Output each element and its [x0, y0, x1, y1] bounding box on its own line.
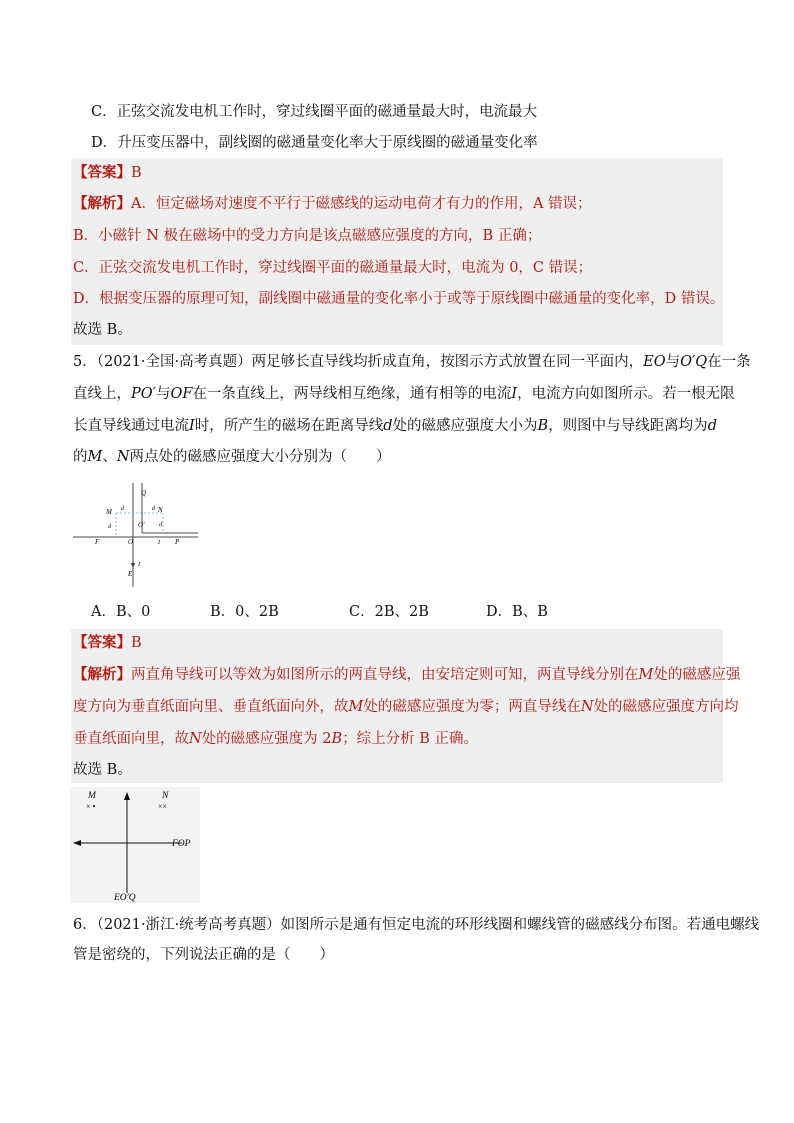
label-I-2: I — [158, 540, 160, 546]
q5-analysis-line-3: 垂直纸面向里，故N处的磁感应强度为 2B；综上分析 B 正确。 — [73, 731, 479, 747]
question-number: 5． — [73, 354, 97, 370]
analysis-text: A．恒定磁场对速度不平行于磁感线的运动电荷才有力的作用，A 错误； — [131, 196, 592, 212]
q5-wire-diagram — [70, 480, 202, 590]
m-field-marks: × • — [86, 802, 96, 811]
label-M: M — [106, 508, 112, 516]
q6-stem-line-2: 管是密绕的，下列说法正确的是（ ） — [73, 947, 334, 963]
label-d-4: d — [159, 522, 162, 528]
q4-analysis-line-3: C．正弦交流发电机工作时，穿过线圈平面的磁通量最大时，电流为 0，C 错误； — [73, 260, 593, 276]
analysis-tag: 【解析】 — [73, 195, 131, 212]
q5-stem-line-3: 长直导线通过电流I时，所产生的磁场在距离导线d处的磁感应强度大小为B，则图中与导线距离均为d — [73, 418, 717, 434]
answer-tag: 【答案】 — [73, 634, 131, 651]
label-O: O — [128, 538, 134, 546]
q4-option-d: D．升压变压器中，副线圈的磁通量变化率大于原线圈的磁通量变化率 — [91, 135, 538, 151]
q4-analysis-line-4: D．根据变压器的原理可知，副线圈中磁通量的变化率小于或等于原线圈中磁通量的变化率，D 错误。 — [73, 291, 725, 307]
q5-stem-line-1: 5．（2021·全国·高考真题）两足够长直导线均折成直角，按图示方式放置在同一平面内，EO与O′Q在一条 — [73, 354, 751, 370]
label-O-prime: O′ — [138, 521, 145, 529]
label-N: N — [162, 791, 169, 801]
q5-option-c: C．2B、2B — [349, 604, 429, 620]
q5-analysis-line-2: 度方向为垂直纸面向里、垂直纸面向外，故M处的磁感应强度为零；两直导线在N处的磁感应强度方向均 — [73, 699, 739, 715]
label-M: M — [88, 791, 96, 801]
label-d-1: d — [121, 506, 124, 512]
q6-stem-line-1: 6．（2021·浙江·统考高考真题）如图所示是通有恒定电流的环形线圈和螺线管的磁感线分布图。若通电螺线 — [73, 917, 760, 933]
label-E: E — [128, 570, 133, 578]
q5-option-a: A．B、0 — [91, 604, 151, 620]
q5-conclusion: 故选 B。 — [73, 762, 132, 778]
question-number: 6． — [73, 917, 97, 933]
q5-analysis-line-1: 【解析】两直角导线可以等效为如图所示的两直导线，由安培定则可知，两直导线分别在M处的磁感应强 — [73, 666, 741, 683]
label-F: F — [95, 538, 100, 546]
answer-value: B — [131, 165, 142, 181]
label-d-2: d — [152, 506, 155, 512]
label-P: P — [175, 538, 180, 546]
q4-analysis-line-1 — [73, 194, 592, 214]
question-source: （2021·全国·高考真题） — [96, 354, 252, 370]
label-Q: Q — [141, 489, 147, 497]
q4-analysis-line-2: B．小磁针 N 极在磁场中的受力方向是该点磁感应强度的方向，B 正确； — [73, 228, 542, 244]
label-N: N — [158, 506, 163, 514]
q5-option-b: B．0、2B — [210, 604, 279, 620]
q5-answer — [73, 633, 142, 653]
q4-conclusion: 故选 B。 — [73, 322, 132, 338]
label-EOQ: EO′Q — [114, 893, 136, 903]
label-I-1: I — [138, 562, 140, 568]
q5-option-d: D．B、B — [486, 604, 548, 620]
q4-answer — [73, 163, 142, 183]
question-source: （2021·浙江·统考高考真题） — [96, 917, 281, 933]
label-d-3: d — [108, 524, 111, 530]
n-field-marks: ×× — [158, 802, 168, 811]
analysis-tag: 【解析】 — [73, 666, 131, 683]
q5-stem-line-4: 的M、N两点处的磁感应强度大小分别为（ ） — [73, 449, 391, 465]
q4-option-c: C．正弦交流发电机工作时，穿过线圈平面的磁通量最大时，电流最大 — [91, 104, 538, 120]
q5-stem-line-2: 直线上，PO′与OF在一条直线上，两导线相互绝缘，通有相等的电流I，电流方向如图所示。若一根无限 — [73, 386, 735, 402]
answer-tag: 【答案】 — [73, 164, 131, 181]
q5-equivalent-wire-diagram — [70, 787, 200, 903]
label-FOP: FOP — [172, 839, 191, 849]
answer-value: B — [131, 635, 142, 651]
q4-answer-panel — [71, 158, 723, 345]
